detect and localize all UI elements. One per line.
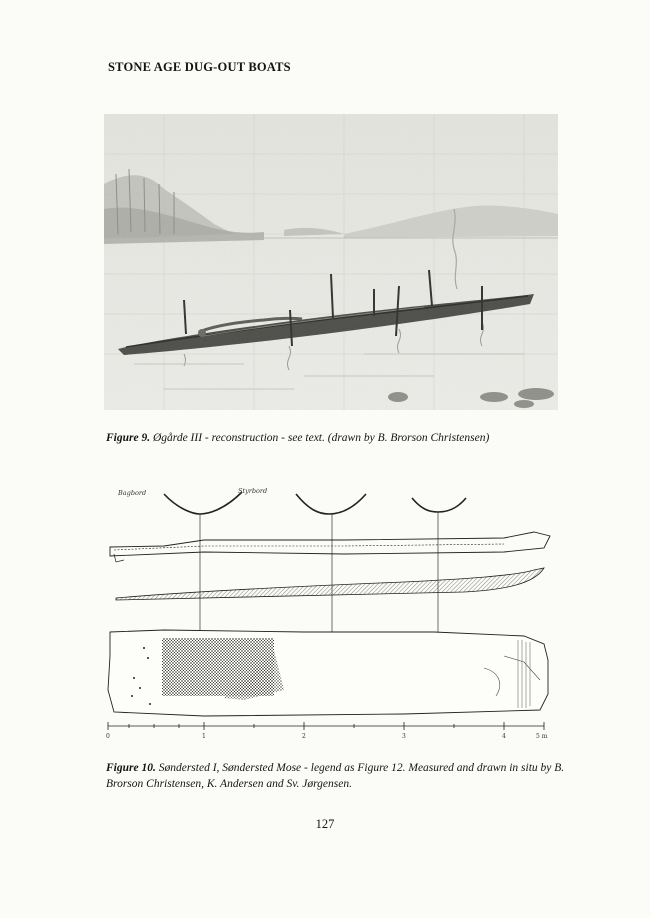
figure-9-label: Figure 9. xyxy=(106,432,151,444)
figure-10-drawing xyxy=(104,480,558,742)
side-elevation xyxy=(110,532,550,562)
figure-9-caption-text: Øgårde III - reconstruction - see text. (drawn by B. Brorson Christensen) xyxy=(152,432,490,444)
page-number: 127 xyxy=(315,817,335,831)
starboard-label: Styrbord xyxy=(238,487,268,495)
figure-10-label: Figure 10. xyxy=(106,762,156,774)
scale-tick-1: 1 xyxy=(202,733,206,740)
plan-view xyxy=(108,630,548,716)
scale-tick-4: 4 xyxy=(502,733,506,740)
longitudinal-section xyxy=(116,568,544,600)
cross-section-1 xyxy=(164,492,242,514)
figure-9-sketch xyxy=(104,114,558,410)
figure-10-caption xyxy=(106,760,568,792)
scale-tick-3: 3 xyxy=(402,733,406,740)
cross-section-2 xyxy=(296,494,366,514)
running-head: STONE AGE DUG-OUT BOATS xyxy=(108,60,291,74)
figure-9-caption xyxy=(106,430,576,446)
port-label: Bagbord xyxy=(118,489,147,497)
figure-10-caption-text: Søndersted I, Søndersted Mose - legend as Figure 12. Measured and drawn in situ by B. Brorson Christensen, K. Andersen and Sv. Jørgensen. xyxy=(106,762,565,790)
scale-tick-2: 2 xyxy=(302,733,306,740)
scale-bar xyxy=(108,722,544,730)
scale-tick-0: 0 xyxy=(106,733,110,740)
cross-section-3 xyxy=(412,498,466,512)
scale-end-label: 5 m xyxy=(536,733,548,740)
